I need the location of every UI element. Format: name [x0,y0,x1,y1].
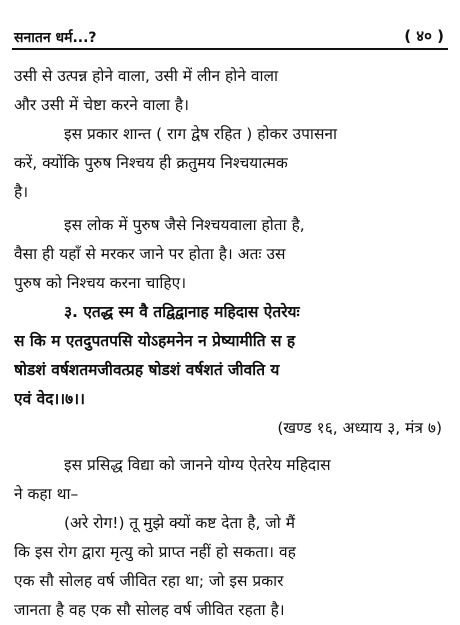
mantra-line: ३. एतद्ध स्म वै तद्विद्वानाह महिदास ऐतरेयः [64,303,300,321]
text-line: इस प्रकार शान्त ( राग द्वेष रहित ) होकर उपासना [64,125,338,143]
running-title: सनातन धर्म...? [14,30,97,46]
page-header [12,22,448,48]
verse-reference: (खण्ड १६, अध्याय ३, मंत्र ७) [277,419,442,437]
text-line: पुरुष को निश्चय करना चाहिए। [14,274,187,292]
mantra-line: एवं वेद।।७।। [14,390,85,408]
text-line: (अरे रोग!) तू मुझे क्यों कष्ट देता है, जो मैं [64,514,296,532]
spacer [14,443,448,451]
text-line: एक सौ सोलह वर्ष जीवित रहा था; जो इस प्रकार [14,572,284,590]
paragraph-4 [14,451,448,509]
page-number: ( ४० ) [404,27,444,45]
text-line: है। [14,183,29,201]
text-line: कि इस रोग द्वारा मृत्यु को प्राप्त नहीं हो सकता। वह [14,543,296,561]
text-line: जानता है वह एक सौ सोलह वर्ष जीवित रहता है। [14,601,285,619]
header-rule [12,48,448,50]
text-line: उसी से उत्पन्न होने वाला, उसी में लीन होने वाला [14,67,278,85]
paragraph-1 [14,62,448,120]
text-line: ने कहा था– [14,485,79,503]
text-line: इस लोक में पुरुष जैसे निश्चयवाला होता है, [64,216,305,234]
page-body [14,62,448,625]
mantra-line: स कि म एतदुपतपसि योऽहमनेन न प्रेष्यामीति स ह [14,332,296,350]
text-line: करें, क्योंकि पुरुष निश्चय ही क्रतुमय निश्चयात्मक [14,154,288,172]
text-line: इस प्रसिद्ध विद्या को जानने योग्य ऐतरेय महिदास [64,456,331,474]
paragraph-5 [14,509,448,625]
text-line: और उसी में चेष्टा करने वाला है। [14,96,190,114]
mantra-line: षोडशं वर्षशतमजीवत्प्रह षोडशं वर्षशतं जीवति य [14,361,280,379]
mantra-block [14,298,448,414]
paragraph-3 [14,211,448,298]
text-line: वैसा ही यहाँ से मरकर जाने पर होता है। अतः उस [14,245,286,263]
paragraph-2 [14,120,448,207]
